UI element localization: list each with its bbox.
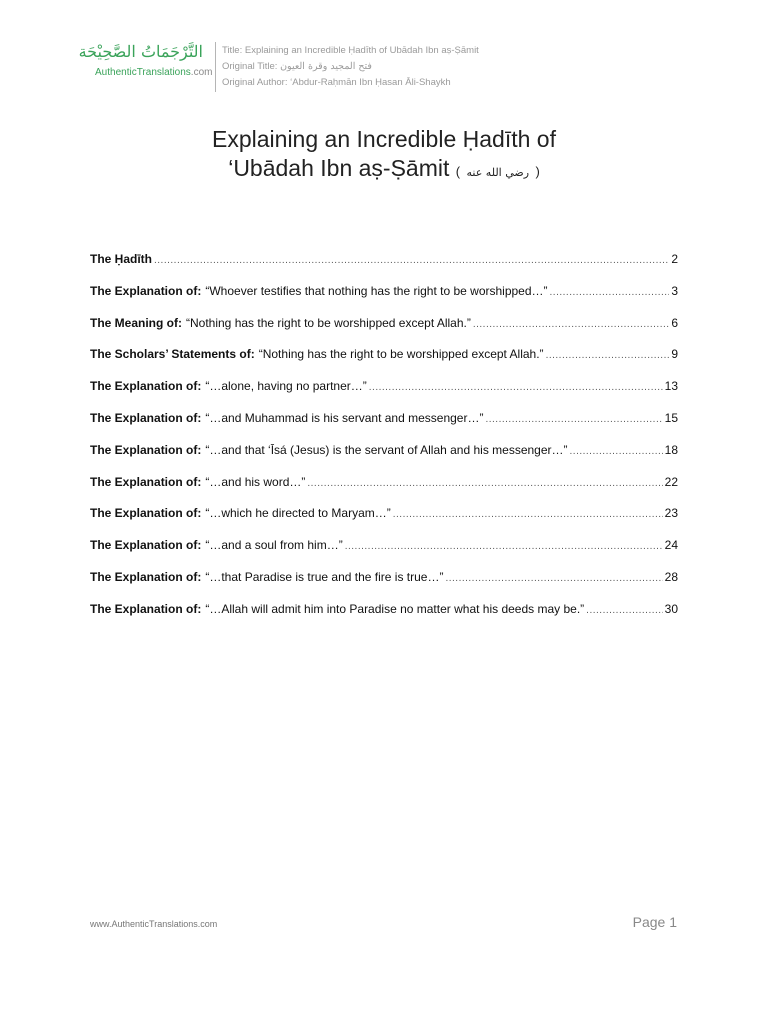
toc-entry-label: The Explanation of: [90,283,202,298]
toc-entry-page: 24 [664,538,678,553]
meta-original-title-row [222,59,642,75]
meta-original-author-value: ‘Abdur-Raḥmān Ibn Ḥasan Āli-Shaykh [290,77,451,88]
toc-entry[interactable] [90,601,678,633]
toc-entry-label: The Ḥadīth [90,252,152,266]
toc-entry-label: The Scholars’ Statements of: [90,347,255,362]
meta-original-author-label: Original Author: [222,77,288,88]
toc-entry-page: 13 [664,379,678,394]
title-paren-open: ( [455,164,461,179]
toc-entry-page: 18 [664,442,678,457]
document-title-line2-wrap [0,154,768,187]
toc-entry[interactable] [90,315,678,347]
toc-leader-dots [586,603,662,619]
toc-leader-dots [570,444,663,460]
table-of-contents [90,251,678,633]
footer-url[interactable]: www.AuthenticTranslations.com [90,919,218,929]
toc-entry-label: The Explanation of: [90,410,202,425]
toc-entry-text: “Nothing has the right to be worshipped except Allah.” [258,347,544,362]
logo-site-name-tld: .com [190,67,213,78]
toc-entry-text: “…Allah will admit him into Paradise no matter what his deeds may be.” [205,601,585,616]
toc-entry-text: “…alone, having no partner…” [205,379,367,394]
toc-leader-dots [345,539,663,555]
toc-leader-dots [546,348,670,364]
toc-entry-label: The Explanation of: [90,442,202,457]
toc-entry[interactable] [90,378,678,410]
meta-original-author-row [222,75,642,91]
title-paren-close: ) [535,164,540,179]
toc-entry-label: The Explanation of: [90,379,202,394]
toc-entry[interactable] [90,505,678,537]
toc-leader-dots [485,412,662,428]
site-logo [78,42,213,80]
toc-entry[interactable] [90,410,678,442]
toc-entry-page: 28 [664,569,678,584]
toc-leader-dots [550,285,670,301]
toc-entry-text: “Nothing has the right to be worshipped except Allah.” [186,315,471,330]
toc-entry-page: 30 [664,601,678,616]
toc-entry-label: The Explanation of: [90,601,202,616]
toc-entry-page: 6 [671,315,678,330]
document-title-line1: Explaining an Incredible Ḥadīth of [212,126,556,152]
toc-leader-dots [154,253,669,269]
toc-entry[interactable] [90,442,678,474]
toc-leader-dots [445,571,662,587]
logo-arabic-text: التَّرْجَمَاتُ الصَّحِيْحَة [78,42,203,61]
toc-leader-dots [393,507,663,523]
toc-entry-label: The Explanation of: [90,569,202,584]
document-meta [222,43,642,91]
meta-title-label: Title: [222,45,243,56]
toc-entry[interactable] [90,251,678,283]
toc-entry[interactable] [90,283,678,315]
header-divider [215,42,216,92]
toc-entry[interactable] [90,474,678,506]
toc-entry-text: “…which he directed to Maryam…” [205,506,391,521]
toc-entry-page: 3 [671,283,678,298]
logo-site-name-main: AuthenticTranslations [95,67,191,78]
toc-entry-page: 15 [664,410,678,425]
toc-entry-text: “…and his word…” [205,474,306,489]
document-title-line2: ‘Ubādah Ibn aṣ-Ṣāmit [228,155,450,181]
document-title [0,125,768,187]
meta-original-title-value: فتح المجيد وقرة العيون [280,61,372,72]
meta-title-value: Explaining an Incredible Ḥadīth of Ubādah Ibn aṣ-Ṣāmit [244,45,479,56]
toc-entry-label: The Explanation of: [90,474,202,489]
toc-entry[interactable] [90,569,678,601]
toc-entry[interactable] [90,537,678,569]
toc-entry-text: “…and Muhammad is his servant and messenger…” [205,410,484,425]
meta-original-title-label: Original Title: [222,61,278,72]
toc-entry-text: “Whoever testifies that nothing has the right to be worshipped…” [205,283,548,298]
toc-entry-page: 23 [664,506,678,521]
toc-entry-text: “…and a soul from him…” [205,538,343,553]
toc-entry-page: 9 [671,347,678,362]
toc-entry-label: The Explanation of: [90,506,202,521]
logo-site-name [95,66,213,80]
meta-title-row [222,43,642,59]
toc-entry[interactable] [90,346,678,378]
toc-leader-dots [473,317,669,333]
footer-page-number: Page 1 [632,914,677,930]
toc-entry-page: 2 [671,252,678,266]
toc-entry-label: The Meaning of: [90,315,182,330]
toc-entry-page: 22 [664,474,678,489]
toc-leader-dots [307,476,662,492]
toc-entry-text: “…and that ‘Īsá (Jesus) is the servant of Allah and his messenger…” [205,442,568,457]
title-honorific: رضي الله عنه [466,166,530,179]
toc-entry-label: The Explanation of: [90,538,202,553]
toc-leader-dots [369,380,663,396]
toc-entry-text: “…that Paradise is true and the fire is true…” [205,569,444,584]
